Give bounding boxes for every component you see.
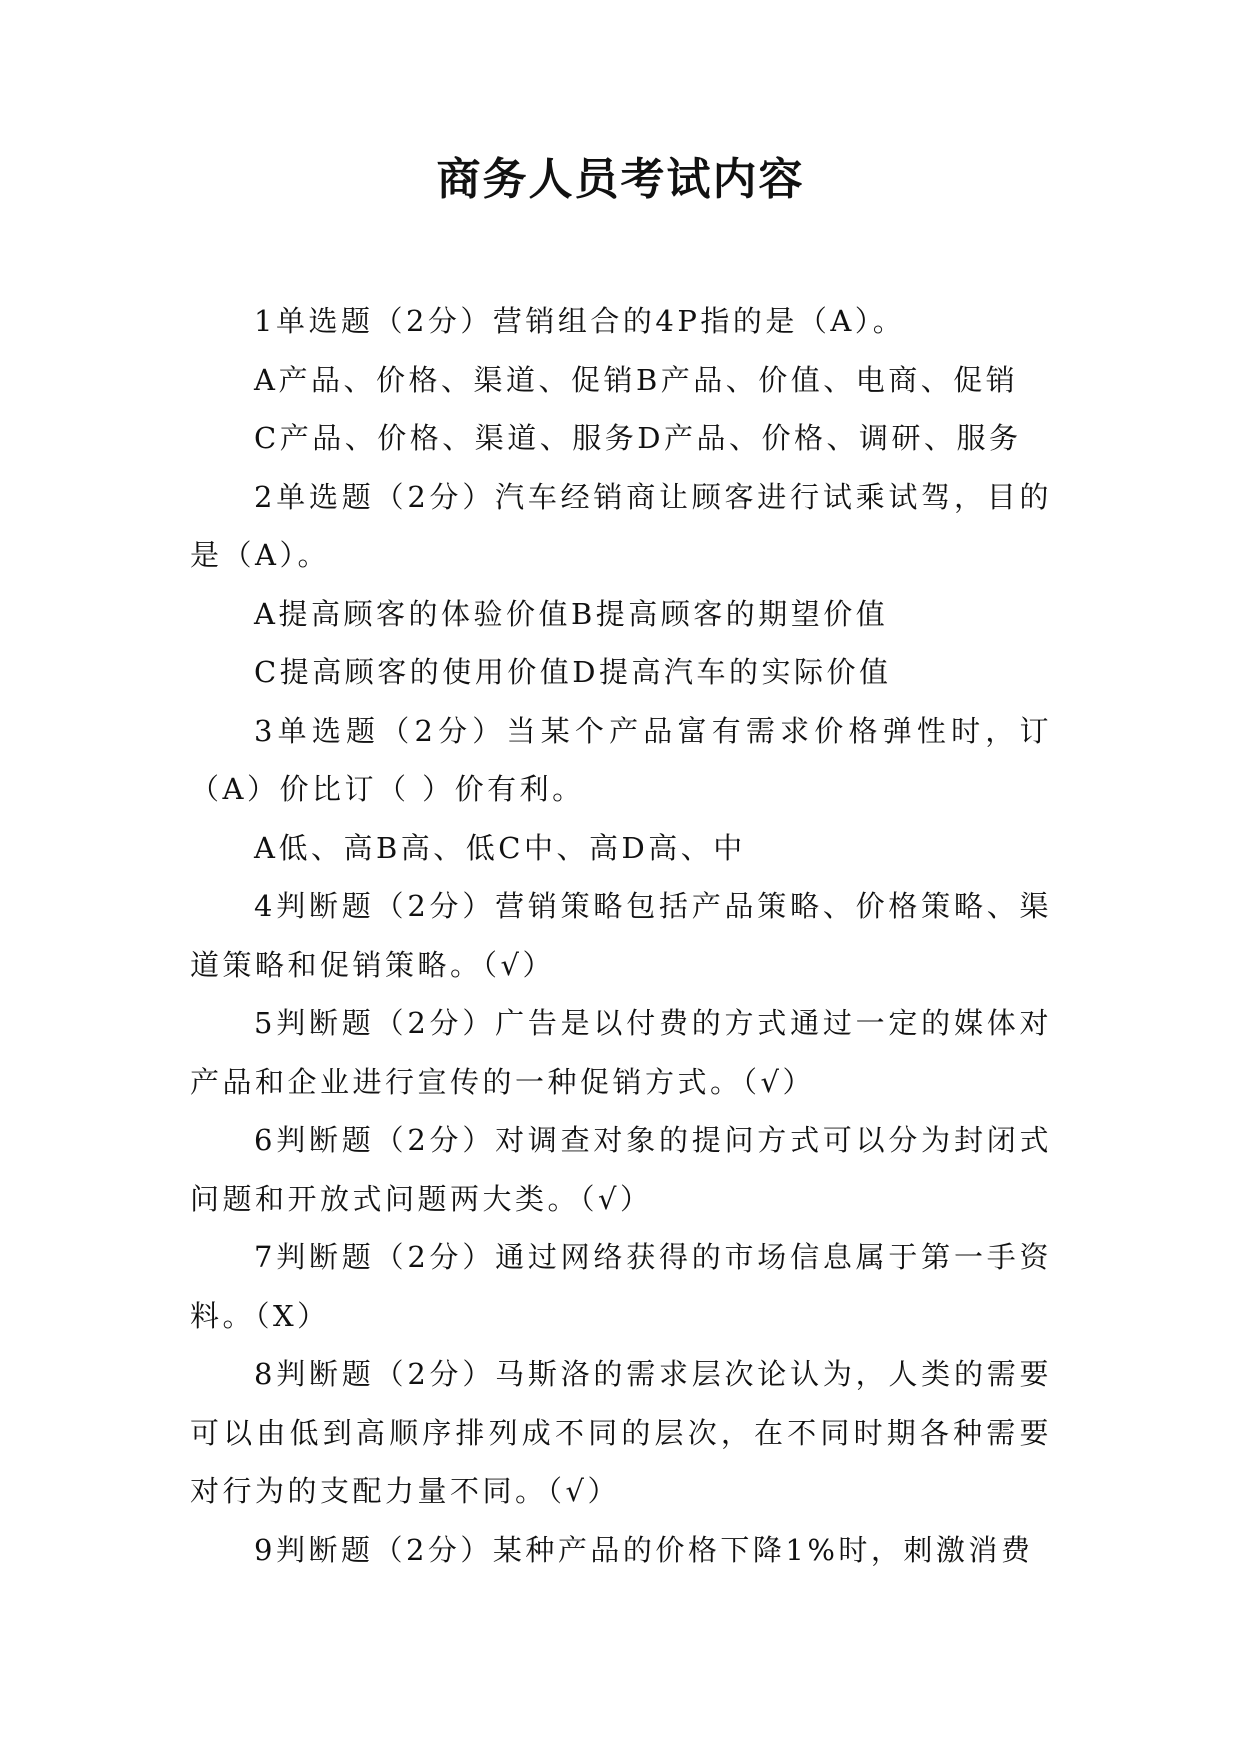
paragraph-q2: 2单选题（2分）汽车经销商让顾客进行试乘试驾，目的是（A）。: [190, 479, 1052, 572]
paragraph-q1-options-cd: C产品、价格、渠道、服务D产品、价格、调研、服务: [254, 421, 1022, 455]
document-title: 商务人员考试内容: [436, 154, 805, 205]
paragraph-q1: 1单选题（2分）营销组合的4P指的是（A）。: [254, 304, 906, 338]
document-body: [190, 292, 1052, 1579]
paragraph-q3-options: A低、高B高、低C中、高D高、中: [254, 830, 746, 865]
paragraph-q6: 6判断题（2分）对调查对象的提问方式可以分为封闭式问题和开放式问题两大类。（√）: [190, 1123, 1052, 1216]
paragraph-q8: 8判断题（2分）马斯洛的需求层次论认为，人类的需要可以由低到高顺序排列成不同的层次，在不同时期各种需要对行为的支配力量不同。（√）: [190, 1357, 1052, 1508]
paragraph-q9: 9判断题（2分）某种产品的价格下降1%时，刺激消费: [254, 1532, 1034, 1567]
paragraph-q7: 7判断题（2分）通过网络获得的市场信息属于第一手资料。（X）: [190, 1240, 1052, 1333]
paragraph-q1-options-ab: A产品、价格、渠道、促销B产品、价值、电商、促销: [254, 362, 1019, 397]
paragraph-q5: 5判断题（2分）广告是以付费的方式通过一定的媒体对产品和企业进行宣传的一种促销方式。（√）: [190, 1006, 1052, 1099]
paragraph-q3: 3单选题（2分）当某个产品富有需求价格弹性时，订（A）价比订（ ）价有利。: [190, 713, 1052, 806]
paragraph-q2-options-cd: C提高顾客的使用价值D提高汽车的实际价值: [254, 655, 892, 689]
paragraph-q2-options-ab: A提高顾客的体验价值B提高顾客的期望价值: [254, 596, 889, 631]
paragraph-q4: 4判断题（2分）营销策略包括产品策略、价格策略、渠道策略和促销策略。（√）: [190, 889, 1052, 982]
